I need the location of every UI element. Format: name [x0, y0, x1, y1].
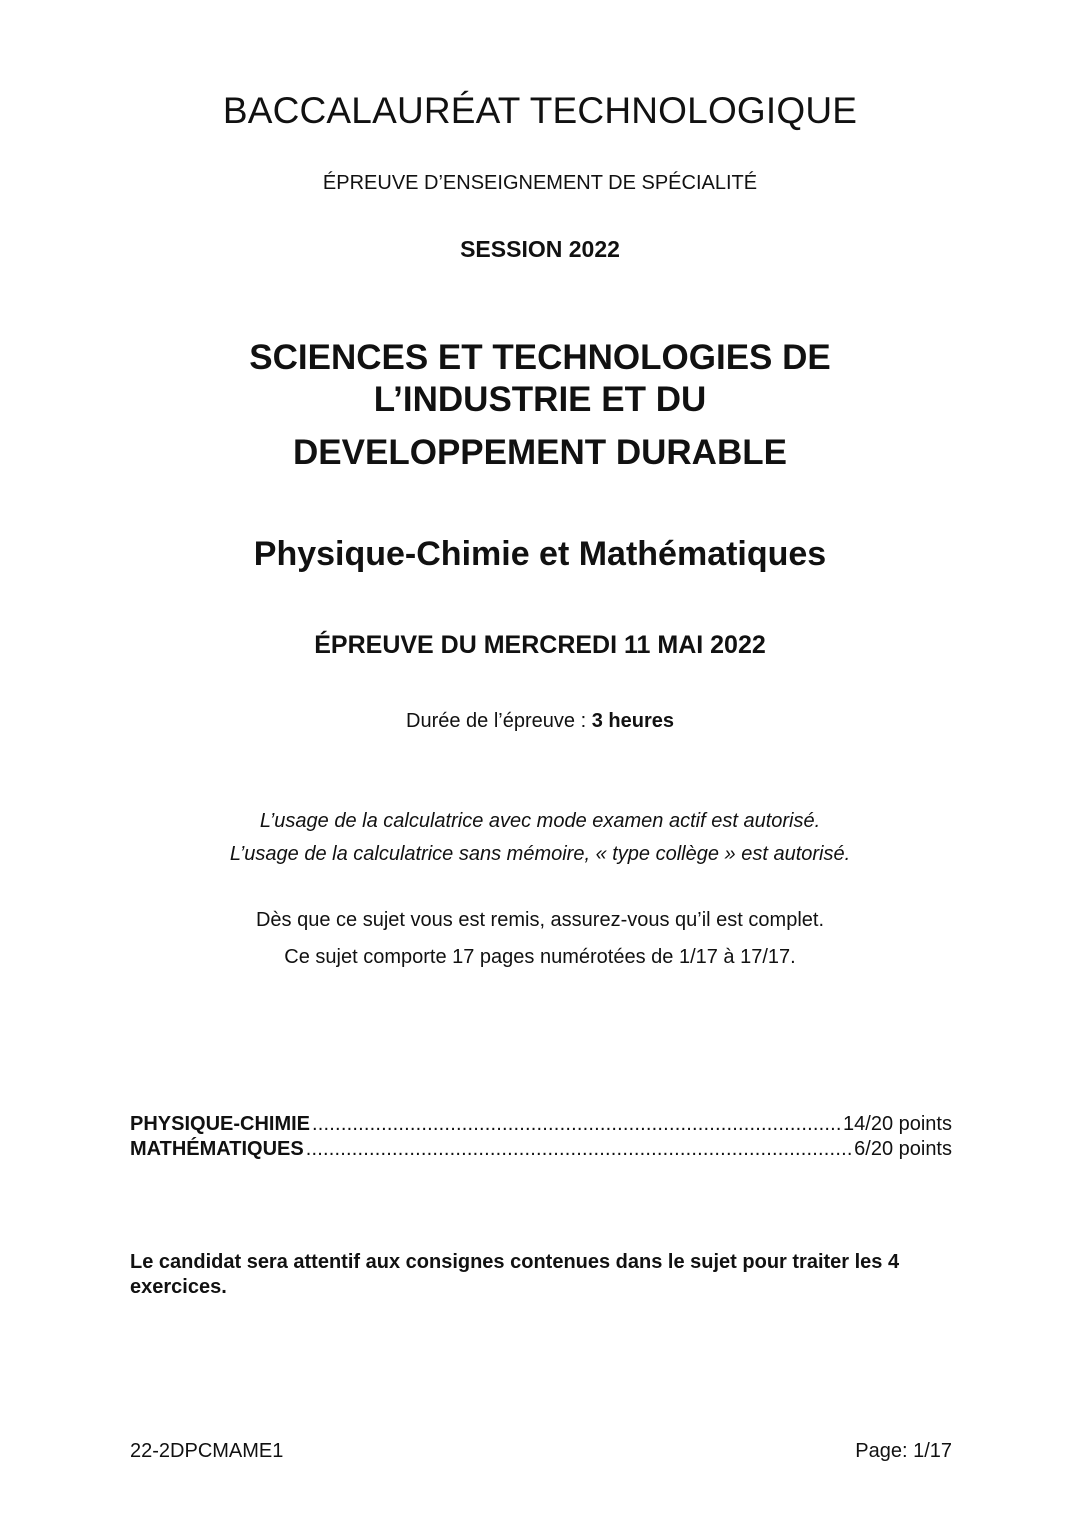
- exam-title: BACCALAURÉAT TECHNOLOGIQUE: [222, 90, 858, 131]
- exam-date: ÉPREUVE DU MERCREDI 11 MAI 2022: [314, 631, 766, 659]
- dot-leader: [306, 1137, 852, 1162]
- subject-title: Physique-Chimie et Mathématiques: [253, 535, 827, 573]
- points-table: [130, 1112, 952, 1162]
- points-label: MATHÉMATIQUES: [130, 1138, 304, 1160]
- calculator-rule-2: L’usage de la calculatrice sans mémoire, « type collège » est autorisé.: [229, 843, 851, 865]
- specialty-line-2: L’INDUSTRIE ET DU: [373, 380, 707, 419]
- subject-code: 22-2DPCMAME1: [130, 1440, 284, 1462]
- page-number: Page: 1/17: [855, 1440, 952, 1462]
- points-value: 6/20 points: [854, 1138, 952, 1160]
- specialty-line-1: SCIENCES ET TECHNOLOGIES DE: [249, 338, 831, 377]
- session-label: SESSION 2022: [460, 236, 620, 262]
- exam-duration: [0, 710, 1080, 733]
- calculator-rule-1: L’usage de la calculatrice avec mode examen actif est autorisé.: [259, 810, 821, 832]
- points-value: 14/20 points: [843, 1113, 952, 1135]
- points-row-physique: [130, 1112, 952, 1137]
- exam-subtitle: ÉPREUVE D’ENSEIGNEMENT DE SPÉCIALITÉ: [322, 172, 758, 194]
- completeness-note: Dès que ce sujet vous est remis, assurez-vous qu’il est complet.: [255, 909, 825, 931]
- duration-label: Durée de l’épreuve :: [406, 710, 592, 732]
- points-row-maths: [130, 1137, 952, 1162]
- dot-leader: [312, 1112, 841, 1137]
- duration-value: 3 heures: [591, 710, 674, 732]
- page-count-note: Ce sujet comporte 17 pages numérotées de 1/17 à 17/17.: [284, 946, 796, 968]
- specialty-line-3: DEVELOPPEMENT DURABLE: [293, 433, 787, 472]
- points-label: PHYSIQUE-CHIMIE: [130, 1113, 311, 1135]
- candidate-instruction: Le candidat sera attentif aux consignes contenues dans le sujet pour traiter les 4 exercices.: [130, 1251, 900, 1298]
